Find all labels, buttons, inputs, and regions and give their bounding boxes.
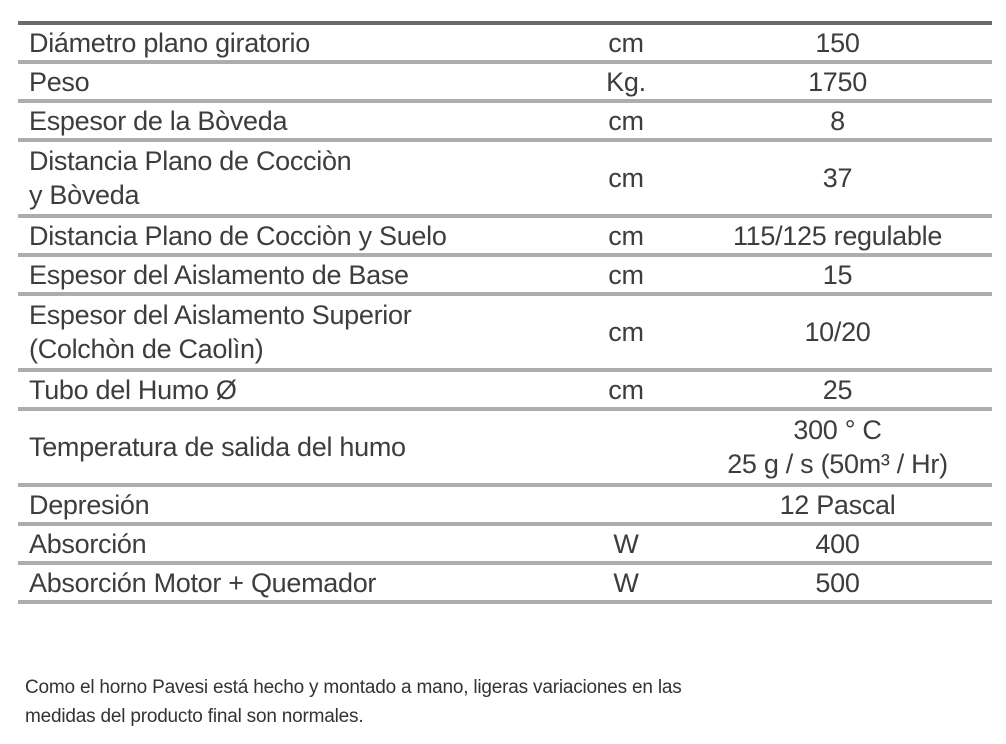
- spec-label-line: y Bòveda: [29, 180, 140, 210]
- spec-value: 500: [683, 563, 992, 602]
- table-row: [18, 101, 992, 140]
- spec-unit: [569, 485, 683, 524]
- spec-unit: cm: [569, 140, 683, 216]
- spec-value: 1750: [683, 62, 992, 101]
- spec-unit: cm: [569, 101, 683, 140]
- spec-unit: [569, 409, 683, 485]
- spec-label: Absorción: [18, 524, 569, 563]
- spec-unit: Kg.: [569, 62, 683, 101]
- spec-unit: cm: [569, 23, 683, 62]
- spec-value: 37: [683, 140, 992, 216]
- specifications-table: [18, 21, 992, 604]
- spec-label: [18, 294, 569, 370]
- spec-label: Espesor de la Bòveda: [18, 101, 569, 140]
- spec-unit: cm: [569, 294, 683, 370]
- spec-label: Tubo del Humo Ø: [18, 370, 569, 409]
- spec-value: 115/125 regulable: [683, 216, 992, 255]
- spec-value: 25: [683, 370, 992, 409]
- footnote-line: medidas del producto final son normales.: [25, 706, 364, 727]
- spec-label-line: (Colchòn de Caolìn): [29, 334, 264, 364]
- table-row: [18, 294, 992, 370]
- spec-label: Distancia Plano de Cocciòn y Suelo: [18, 216, 569, 255]
- spec-value-line: 25 g / s (50m³ / Hr): [727, 449, 948, 479]
- table-row: [18, 62, 992, 101]
- table-row: [18, 409, 992, 485]
- spec-unit: cm: [569, 216, 683, 255]
- spec-value: 12 Pascal: [683, 485, 992, 524]
- footnote: [25, 673, 785, 731]
- table-row: [18, 255, 992, 294]
- spec-unit: cm: [569, 255, 683, 294]
- table-row: [18, 140, 992, 216]
- spec-value: 8: [683, 101, 992, 140]
- spec-value: 10/20: [683, 294, 992, 370]
- spec-label: Absorción Motor + Quemador: [18, 563, 569, 602]
- table-row: [18, 370, 992, 409]
- spec-label: Peso: [18, 62, 569, 101]
- spec-label-line: Distancia Plano de Cocciòn: [29, 146, 352, 176]
- spec-value: 400: [683, 524, 992, 563]
- spec-label: Depresión: [18, 485, 569, 524]
- spec-label: [18, 140, 569, 216]
- spec-value: [683, 409, 992, 485]
- spec-value: 15: [683, 255, 992, 294]
- table-row: [18, 23, 992, 62]
- table-row: [18, 216, 992, 255]
- spec-unit: W: [569, 563, 683, 602]
- footnote-line: Como el horno Pavesi está hecho y montado a mano, ligeras variaciones en las: [25, 677, 682, 698]
- spec-label-line: Espesor del Aislamento Superior: [29, 300, 412, 330]
- spec-label: Temperatura de salida del humo: [18, 409, 569, 485]
- table-row: [18, 485, 992, 524]
- table-row: [18, 563, 992, 602]
- spec-label: Diámetro plano giratorio: [18, 23, 569, 62]
- spec-unit: cm: [569, 370, 683, 409]
- spec-value-line: 300 ° C: [793, 415, 882, 445]
- spec-unit: W: [569, 524, 683, 563]
- spec-value: 150: [683, 23, 992, 62]
- table-row: [18, 524, 992, 563]
- spec-label: Espesor del Aislamento de Base: [18, 255, 569, 294]
